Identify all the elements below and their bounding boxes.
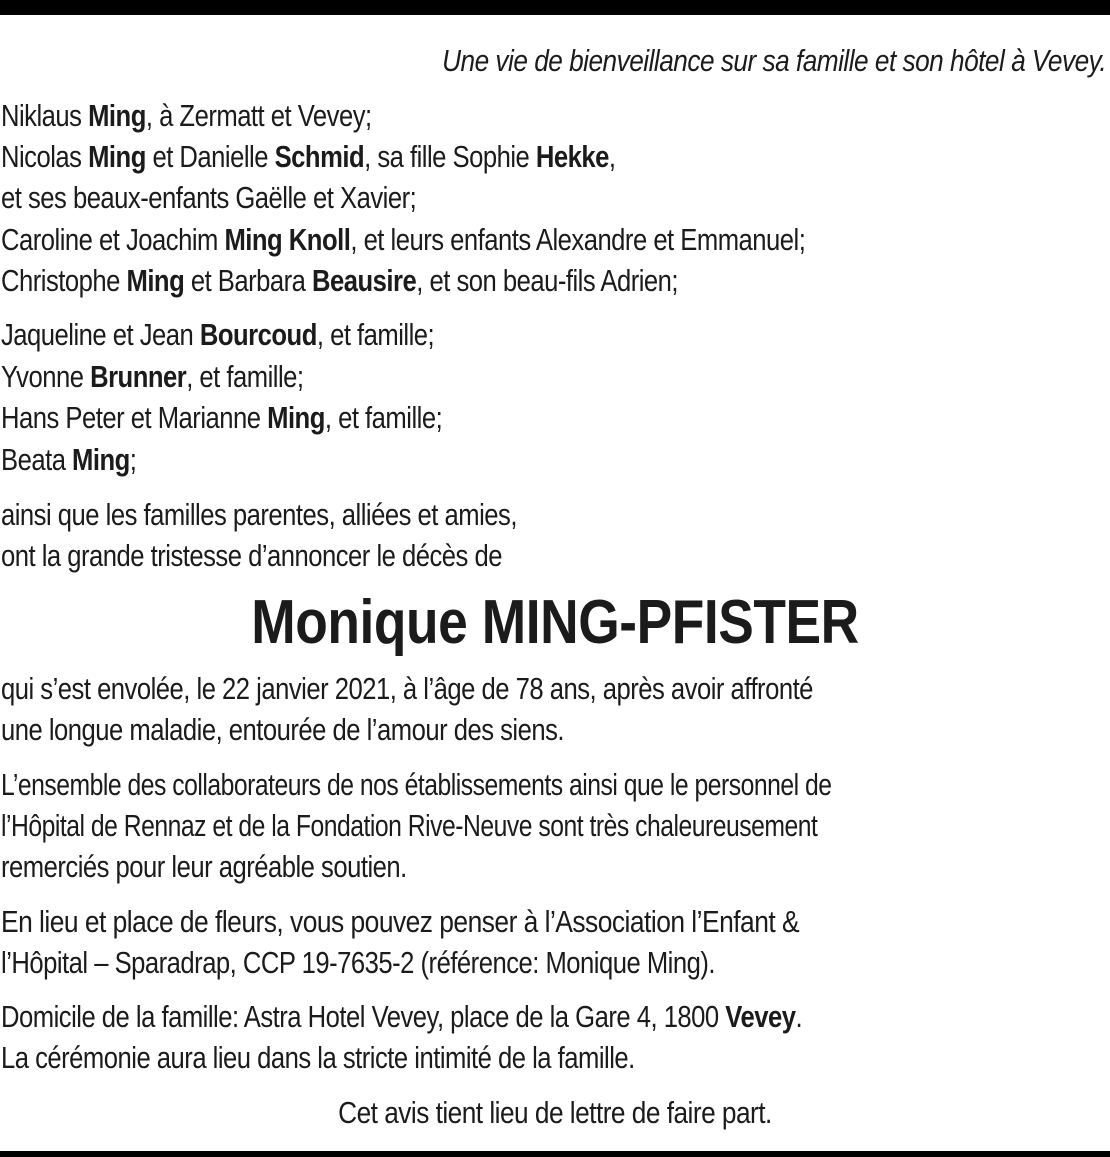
text: , à Zermatt et Vevey; — [145, 99, 372, 133]
family-line-5 — [1, 261, 678, 301]
surname: Ming Knoll — [224, 223, 351, 257]
text: Beata — [1, 443, 73, 477]
surname: Ming — [72, 443, 130, 477]
text: et Barbara — [184, 264, 313, 298]
text: et ses beaux-enfants Gaëlle et Xavier; — [1, 181, 417, 215]
text: Hans Peter et Marianne — [1, 401, 268, 435]
text: , sa fille Sophie — [364, 140, 536, 174]
text: , — [608, 140, 616, 174]
top-rule — [0, 0, 1110, 15]
ceremony-line: La cérémonie aura lieu dans la stricte intimité de la famille. — [1, 1041, 635, 1075]
surname: Ming — [88, 140, 146, 174]
text: ; — [129, 443, 137, 477]
text: Domicile de la famille: Astra Hotel Vevey, place de la Gare 4, 1800 — [1, 1000, 726, 1034]
text: , et son beau-fils Adrien; — [416, 264, 679, 298]
bottom-rule — [0, 1151, 1110, 1157]
text: Niklaus — [1, 99, 89, 133]
family-line-9 — [1, 440, 136, 480]
announcement-line-1: ainsi que les familles parentes, alliées et amies, — [1, 498, 517, 532]
surname: Ming — [88, 99, 146, 133]
family-line-4 — [1, 220, 805, 260]
text: Jaqueline et Jean — [1, 318, 200, 352]
family-line-7 — [1, 357, 304, 397]
epigraph: Une vie de bienveillance sur sa famille et son hôtel à Vevey. — [441, 44, 1106, 78]
donation-line-2: l’Hôpital – Sparadrap, CCP 19-7635-2 (référence: Monique Ming). — [1, 946, 715, 980]
thanks-line-3: remerciés pour leur agréable soutien. — [1, 850, 407, 884]
text: Yvonne — [1, 360, 91, 394]
surname: Bourcoud — [199, 318, 317, 352]
text: Christophe — [1, 264, 127, 298]
family-line-8 — [1, 398, 442, 438]
text: , et leurs enfants Alexandre et Emmanuel; — [350, 223, 806, 257]
family-line-1 — [1, 96, 372, 136]
thanks-line-1: L’ensemble des collaborateurs de nos établissements ainsi que le personnel de — [1, 768, 832, 802]
text: Caroline et Joachim — [1, 223, 225, 257]
deceased-name: Monique MING-PFISTER — [251, 588, 859, 657]
surname: Ming — [267, 401, 325, 435]
thanks-line-2: l’Hôpital de Rennaz et de la Fondation Rive-Neuve sont très chaleureusement — [1, 809, 818, 843]
text: , et famille; — [324, 401, 443, 435]
surname: Schmid — [274, 140, 365, 174]
family-line-6 — [1, 315, 434, 355]
text: , et famille; — [186, 360, 304, 394]
text: , et famille; — [316, 318, 435, 352]
family-line-3 — [1, 178, 416, 218]
death-details-line-2: une longue maladie, entourée de l’amour des siens. — [1, 713, 565, 747]
domicile-line — [1, 997, 802, 1037]
surname: Brunner — [90, 360, 187, 394]
text: Nicolas — [1, 140, 89, 174]
announcement-line-2: ont la grande tristesse d’annoncer le décès de — [1, 539, 502, 573]
town: Vevey — [725, 1000, 796, 1034]
surname: Hekke — [535, 140, 609, 174]
closing-line: Cet avis tient lieu de lettre de faire part. — [338, 1096, 772, 1130]
death-details-line-1: qui s’est envolée, le 22 janvier 2021, à l’âge de 78 ans, après avoir affronté — [1, 672, 813, 706]
text: . — [795, 1000, 803, 1034]
text: et Danielle — [145, 140, 275, 174]
surname: Beausire — [312, 264, 417, 298]
donation-line-1: En lieu et place de fleurs, vous pouvez penser à l’Association l’Enfant & — [1, 905, 800, 939]
surname: Ming — [126, 264, 185, 298]
family-line-2 — [1, 137, 616, 177]
